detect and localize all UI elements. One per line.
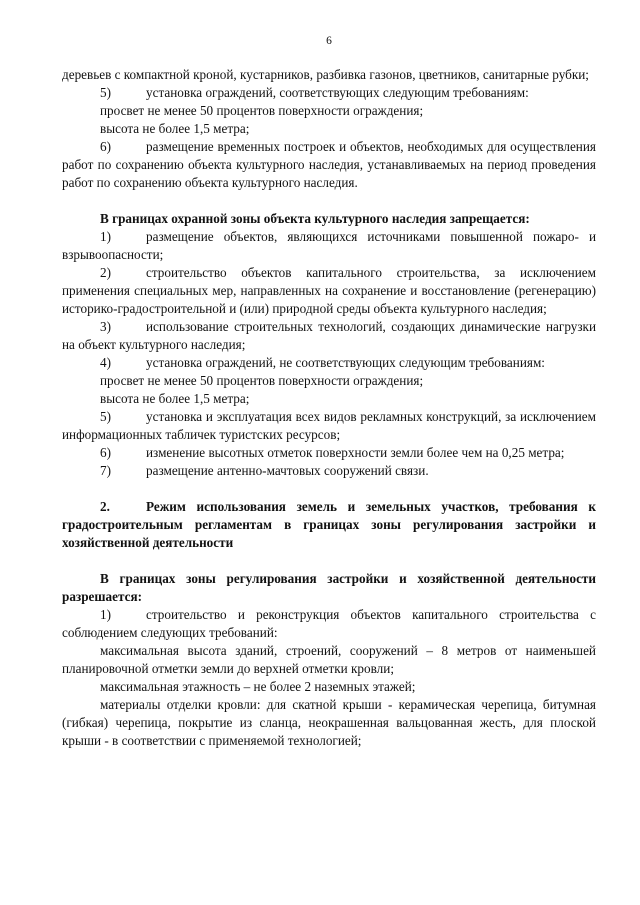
list-item xyxy=(62,462,596,480)
list-subitem: высота не более 1,5 метра; xyxy=(100,121,250,136)
section-heading xyxy=(62,498,596,552)
item-text: размещение антенно-мачтовых сооружений связи. xyxy=(146,463,429,478)
item-text: размещение объектов, являющихся источниками повышенной пожаро- и взрывоопасности; xyxy=(62,229,596,262)
section-title: Режим использования земель и земельных участков, требования к градостроительным регламентам в границах зоны регулирования застройки и хозяйственной деятельности xyxy=(62,499,596,550)
list-item xyxy=(62,318,596,354)
item-number: 1) xyxy=(100,229,111,244)
item-text: строительство и реконструкция объектов капитального строительства с соблюдением следующих требований: xyxy=(62,607,596,640)
item-text: установка ограждений, не соответствующих следующим требованиям: xyxy=(146,355,545,370)
list-item xyxy=(62,84,596,102)
item-number: 6) xyxy=(100,445,111,460)
list-item xyxy=(62,354,596,372)
item-number: 2) xyxy=(100,265,111,280)
item-number: 1) xyxy=(100,607,111,622)
item-number: 6) xyxy=(100,139,111,154)
list-subitem: максимальная высота зданий, строений, сооружений – 8 метров от наименьшей планировочной отметки земли до верхней отметки кровли; xyxy=(62,643,596,676)
list-item xyxy=(62,444,596,462)
item-number: 5) xyxy=(100,85,111,100)
list-subitem: просвет не менее 50 процентов поверхности ограждения; xyxy=(100,373,424,388)
page-number: 6 xyxy=(326,35,332,47)
prohibited-heading: В границах охранной зоны объекта культурного наследия запрещается: xyxy=(100,211,530,226)
item-number: 3) xyxy=(100,319,111,334)
list-item xyxy=(62,138,596,192)
item-text: размещение временных построек и объектов, необходимых для осуществления работ по сохранению объекта культурного наследия, устанавливаемых на период проведения работ по сохранению объекта культурного наследия. xyxy=(62,139,596,190)
list-item xyxy=(62,408,596,444)
list-item xyxy=(62,606,596,642)
item-number: 5) xyxy=(100,409,111,424)
item-text: изменение высотных отметок поверхности земли более чем на 0,25 метра; xyxy=(146,445,565,460)
paragraph-intro-tail: деревьев с компактной кроной, кустарников, разбивка газонов, цветников, санитарные рубки; xyxy=(62,67,589,82)
item-text: установка и эксплуатация всех видов рекламных конструкций, за исключением информационных табличек туристских ресурсов; xyxy=(62,409,596,442)
item-number: 4) xyxy=(100,355,111,370)
list-item xyxy=(62,228,596,264)
permitted-heading: В границах зоны регулирования застройки и хозяйственной деятельности разрешается: xyxy=(62,571,596,604)
list-item xyxy=(62,264,596,318)
item-number: 7) xyxy=(100,463,111,478)
section-number: 2. xyxy=(100,499,110,514)
list-subitem: просвет не менее 50 процентов поверхности ограждения; xyxy=(100,103,424,118)
item-text: использование строительных технологий, создающих динамические нагрузки на объект культурного наследия; xyxy=(62,319,596,352)
list-subitem: максимальная этажность – не более 2 наземных этажей; xyxy=(100,679,416,694)
list-subitem: материалы отделки кровли: для скатной крыши - керамическая черепица, битумная (гибкая) черепица, покрытие из сланца, неокрашенная вальцованная жесть, для плоской крыши - в соответствии с применяемой технологией; xyxy=(62,697,596,748)
item-text: установка ограждений, соответствующих следующим требованиям: xyxy=(146,85,529,100)
item-text: строительство объектов капитального строительства, за исключением применения специальных мер, направленных на сохранение и восстановление (регенерацию) историко-градостроительной и (или) природной среды объекта культурного наследия; xyxy=(62,265,596,316)
list-subitem: высота не более 1,5 метра; xyxy=(100,391,250,406)
